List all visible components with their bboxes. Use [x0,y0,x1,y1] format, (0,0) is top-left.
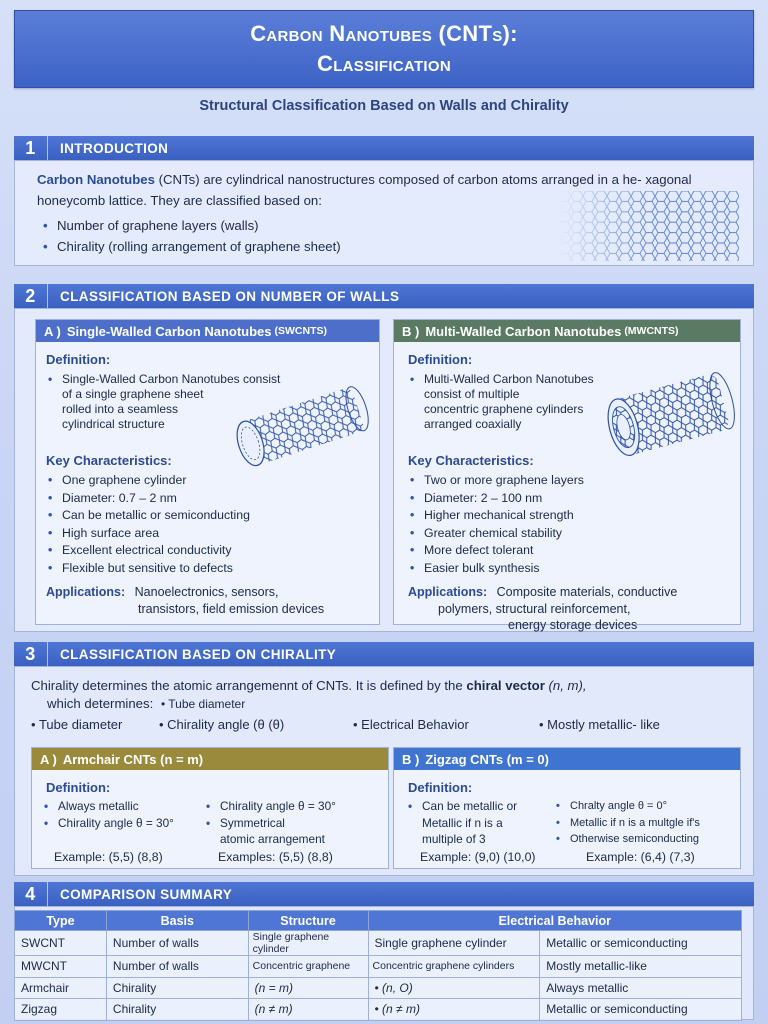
definition-label: Definition: [408,352,473,367]
swcnt-card-header [36,320,379,342]
section-4-header [14,882,754,906]
section-1-header [14,136,754,160]
applications-line: Composite materials, conductive [496,585,678,599]
table-cell: Armchair [15,977,107,999]
chirality-inline-bullet: Tube diameter [168,697,246,711]
section-title: CLASSIFICATION BASED ON NUMBER OF WALLS [60,288,400,304]
chirality-property: Chirality angle (θ (θ) [167,717,285,732]
table-row [15,977,742,999]
zigzag-example: Example: (9,0) (10,0) [420,850,536,864]
zigzag-left-list [406,798,556,848]
definition-line: cylindrical structure [62,417,165,431]
zigzag-title: Zigzag CNTs (m = 0) [425,751,549,767]
chiral-vector-notation: (n, m), [544,678,587,693]
chirality-property: Mostly metallic- like [547,717,660,732]
table-cell: Concentric graphene [248,956,368,978]
intro-term: Carbon Nanotubes [37,172,155,187]
chirality-panel: Chirality determines the atomic arrangemennt of CNTs. It is defined by the chiral vector (n, m), which determines: • Tube diameter • Tube diameter • Chirality angle (θ (θ) • Electrical Behavior • Mostly metallic- like A ) Armchair CNTs (n = m) Definition: • Always metallic • Chirality angle θ = 30° • Chirality angle θ = 30° • Symmetrical atomic arrangement Example: (5,5) (8,8) Examples: (5,5) (8,8) B ) Zigzag CNTs (m = 0) Definition: • Can be metallic or Metallic if n is a multiple of 3 • Chralty angle θ = 0° • Metallic if n is a multgle if's • Otherwise semiconducting Example: (9,0) (10,0) Example: (6,4) (7,3) [14,666,754,876]
armchair-item: • Chirality angle θ = 30° [204,798,384,815]
intro-panel [14,160,754,266]
swcnt-nanotube-image [226,382,376,472]
swcnt-abbr: (SWCNTS) [274,325,328,337]
key-item: • Can be metallic or semiconducting [46,507,366,525]
section-title: CLASSIFICATION BASED ON CHIRALITY [60,646,337,662]
table-cell: Metallic or semiconducting [540,999,742,1021]
walls-panel [14,308,754,632]
applications-line: Nanoelectronics, sensors, [134,585,279,599]
key-item: • Higher mechanical strength [408,507,728,525]
card-letter: A ) [40,751,57,767]
table-cell: Chirality [106,999,248,1021]
table-row [15,931,742,956]
applications-line: polymers, structural reinforcement, [438,601,631,616]
table-cell: MWCNT [15,956,107,978]
column-header: Basis [106,911,248,931]
armchair-item: • Chirality angle θ = 30° [42,815,202,832]
key-item: • Easier bulk synthesis [408,560,728,578]
armchair-card-header [32,748,388,770]
chirality-intro-text: Chirality determines the atomic arrangemennt of CNTs. It is defined by the [31,678,467,693]
zigzag-example: Example: (6,4) (7,3) [586,850,695,864]
chirality-property: Tube diameter [38,717,123,732]
zigzag-item: • Otherwise semiconducting [554,831,740,848]
armchair-example: Examples: (5,5) (8,8) [218,850,333,864]
table-cell: • (n ≠ m) [368,999,540,1021]
armchair-item: • Symmetrical [204,815,384,832]
definition-line: of a single graphene sheet [62,387,204,401]
zigzag-item: • Can be metallic or [406,798,556,815]
section-number: 2 [14,284,48,308]
definition-line: consist of multiple [424,387,520,401]
intro-bullet: • Chirality (rolling arrangement of graphene sheet) [41,236,727,257]
armchair-left-list [42,798,202,831]
definition-line: • Multi-Walled Carbon Nanotubes [408,372,618,387]
table-cell: Metallic or semiconducting [540,931,742,956]
key-item: • Greater chemical stability [408,525,728,543]
swcnt-card [35,319,380,625]
key-item: • Excellent electrical conductivity [46,542,366,560]
applications-line: energy storage devices [508,618,638,632]
table-cell: Single graphene cylinder [368,931,540,956]
definition-label: Definition: [408,780,473,795]
definition-line: arranged coaxially [424,417,522,431]
table-cell: • (n, O) [368,977,540,999]
table-cell: Single graphene cylinder [248,931,368,956]
section-2-header [14,284,754,308]
table-header-row [15,911,742,931]
mwcnt-key-list [408,472,728,577]
armchair-title: Armchair CNTs (n = m) [62,751,204,767]
key-item: • Diameter: 2 – 100 nm [408,490,728,508]
chirality-intro-text: which determines: [47,696,154,711]
key-item: • Diameter: 0.7 – 2 nm [46,490,366,508]
applications-label: Applications: [408,585,488,599]
page-subtitle: Structural Classification Based on Walls and Chirality [199,98,569,114]
card-letter: B ) [402,323,420,339]
zigzag-card-header [394,748,740,770]
section-number: 3 [14,642,48,666]
section-3-header [14,642,754,666]
table-cell: SWCNT [15,931,107,956]
table-cell: Zigzag [15,999,107,1021]
mwcnt-applications [408,584,738,634]
table-row [15,999,742,1021]
key-item: • More defect tolerant [408,542,728,560]
key-characteristics-label: Key Characteristics: [46,453,172,468]
key-item: • One graphene cylinder [46,472,366,490]
definition-line: rolled into a seamless [62,402,179,416]
table-cell: (n = m) [248,977,368,999]
definition-label: Definition: [46,780,111,795]
armchair-example: Example: (5,5) (8,8) [54,850,163,864]
zigzag-item: • Metallic if n is a multgle if's [554,815,740,832]
table-cell: Always metallic [540,977,742,999]
key-item: • High surface area [46,525,366,543]
key-item: • Two or more graphene layers [408,472,728,490]
chirality-property: Electrical Behavior [361,717,469,732]
mwcnt-card [393,319,741,632]
column-header: Structure [248,911,368,931]
armchair-right-list [204,798,384,848]
mwcnt-nanotube-image [602,370,737,460]
zigzag-card [393,747,741,869]
table-row [15,956,742,978]
comparison-table [14,910,742,1021]
table-cell: Mostly metallic-like [540,956,742,978]
mwcnt-abbr: (MWCNTS) [624,325,679,337]
section-number: 1 [14,136,48,160]
definition-label: Definition: [46,352,111,367]
mwcnt-definition [408,372,618,432]
zigzag-item: Metallic if n is a [422,815,503,830]
swcnt-applications [46,584,324,618]
section-number: 4 [14,882,48,906]
mwcnt-card-header [394,320,740,342]
page-title-line2: Classification [317,51,451,76]
intro-description: (CNTs) are cylindrical nanostructures composed of carbon atoms arranged in a he- xagonal honeycomb lattice. They are classified based on: [37,172,692,208]
zigzag-item: multiple of 3 [422,832,486,846]
zigzag-item: • Chralty angle θ = 0° [554,798,740,815]
armchair-card [31,747,389,869]
swcnt-title: Single-Walled Carbon Nanotubes [66,323,272,339]
applications-line: transistors, field emission devices [138,602,325,616]
armchair-item: atomic arrangement [220,832,325,846]
page-title-line1: Carbon Nanotubes (CNTs): [250,21,518,46]
applications-label: Applications: [46,585,126,599]
table-cell: Number of walls [106,956,248,978]
zigzag-right-list [554,798,740,848]
table-cell: Chirality [106,977,248,999]
column-header: Type [15,911,107,931]
honeycomb-lattice-image [559,191,739,261]
key-characteristics-label: Key Characteristics: [408,453,534,468]
definition-line: • Single-Walled Carbon Nanotubes consist [46,372,316,387]
definition-line: concentric graphene cylinders [424,402,584,416]
section-title: COMPARISON SUMMARY [60,886,233,902]
chiral-vector-term: chiral vector [466,678,545,693]
table-cell: (n ≠ m) [248,999,368,1021]
intro-bullet: • Number of graphene layers (walls) [41,215,727,236]
table-cell: Number of walls [106,931,248,956]
armchair-item: • Always metallic [42,798,202,815]
chirality-intro: Chirality determines the atomic arrangemennt of CNTs. It is defined by the chiral vector (n, m), which determines: • Tube diameter [31,678,587,711]
column-header: Electrical Behavior [368,911,741,931]
mwcnt-title: Multi-Walled Carbon Nanotubes [425,323,622,339]
card-letter: B ) [402,751,420,767]
section-title: INTRODUCTION [60,140,169,156]
title-banner [14,10,754,88]
table-cell: Concentric graphene cylinders [368,956,540,978]
key-item: • Flexible but sensitive to defects [46,560,366,578]
swcnt-key-list [46,472,366,577]
card-letter: A ) [44,323,61,339]
